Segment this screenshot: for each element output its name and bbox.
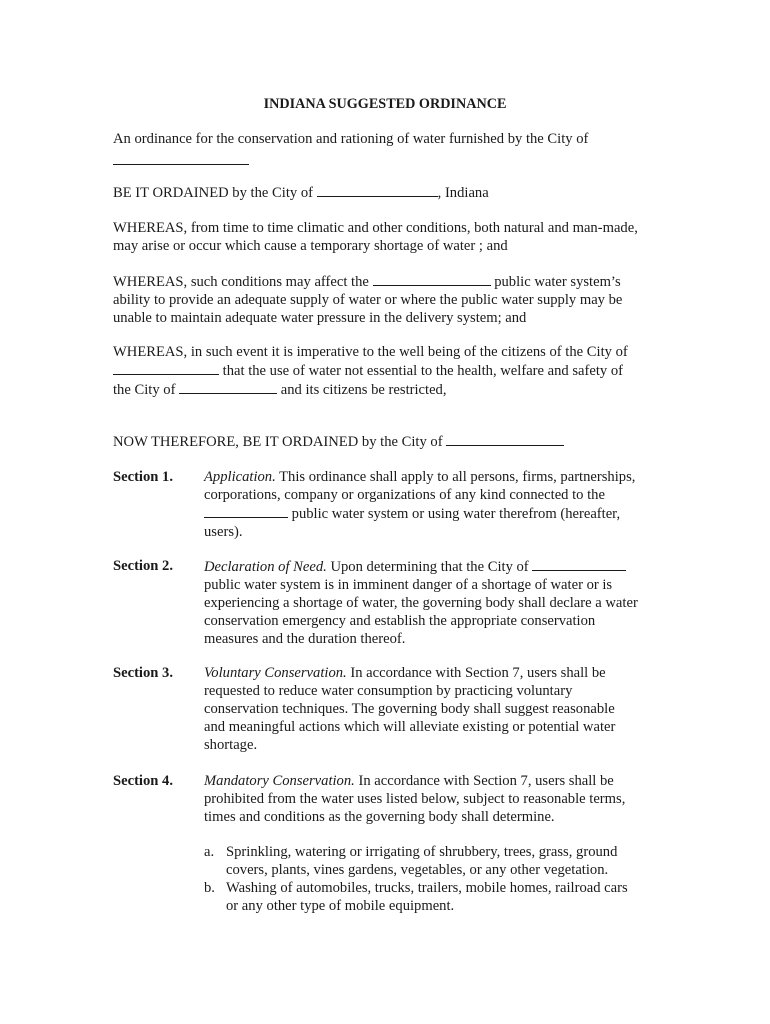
section-line: and meaningful actions which will alleviate existing or potential water: [204, 719, 616, 735]
intro-text: An ordinance for the conservation and rationing of water furnished by the City of: [113, 131, 589, 147]
list-item-line: or any other type of mobile equipment.: [226, 898, 455, 914]
list-item-line: Washing of automobiles, trucks, trailers, mobile homes, railroad cars: [226, 880, 628, 896]
ordained-line: [113, 183, 673, 202]
page-title: INDIANA SUGGESTED ORDINANCE: [263, 96, 507, 112]
section-line: public water system is in imminent danger of a shortage of water or is: [204, 577, 613, 593]
section-line: prohibited from the water uses listed below, subject to reasonable terms,: [204, 791, 626, 807]
whereas-paragraph-3: [113, 343, 673, 399]
intro-paragraph: [113, 130, 673, 170]
ordained-suffix: , Indiana: [437, 185, 489, 201]
whereas-2-prefix: WHEREAS, such conditions may affect the: [113, 274, 369, 290]
section-line: requested to reduce water consumption by practicing voluntary: [204, 683, 573, 699]
section-label: Section 2.: [113, 558, 173, 574]
therefore-line: [113, 432, 673, 451]
section-line: users).: [204, 524, 243, 540]
section-line: shortage.: [204, 737, 258, 753]
section-line: measures and the duration thereof.: [204, 631, 406, 647]
city-name-blank: [179, 380, 277, 394]
section-line: Upon determining that the City of: [330, 559, 529, 575]
section-label: Section 3.: [113, 665, 173, 681]
list-item: [204, 843, 664, 879]
water-system-blank: [373, 272, 491, 286]
therefore-text: NOW THEREFORE, BE IT ORDAINED by the City of: [113, 434, 443, 450]
section-line: times and conditions as the governing body shall determine.: [204, 809, 555, 825]
list-marker: b.: [204, 880, 215, 896]
city-name-blank: [532, 557, 626, 571]
whereas-1-line-1: WHEREAS, from time to time climatic and other conditions, both natural and man-made,: [113, 220, 638, 236]
section-body: [204, 664, 674, 754]
section-line: In accordance with Section 7, users shall be: [358, 773, 614, 789]
section-line: This ordinance shall apply to all persons, firms, partnerships,: [279, 469, 636, 485]
section-heading: Mandatory Conservation.: [204, 773, 355, 789]
list-item-line: covers, plants, vines gardens, vegetables, or any other vegetation.: [226, 862, 609, 878]
section-line: corporations, company or organizations of any kind connected to the: [204, 487, 605, 503]
whereas-3-line-3-suffix: and its citizens be restricted,: [280, 382, 447, 398]
section-line: experiencing a shortage of water, the governing body shall declare a water: [204, 595, 638, 611]
whereas-3-line-1: WHEREAS, in such event it is imperative to the well being of the citizens of the City of: [113, 344, 628, 360]
city-name-blank: [113, 151, 249, 165]
whereas-paragraph-2: [113, 272, 673, 327]
section-heading: Declaration of Need.: [204, 559, 327, 575]
city-name-blank: [113, 361, 219, 375]
whereas-2-line-3: unable to maintain adequate water pressure in the delivery system; and: [113, 310, 527, 326]
city-name-blank: [317, 183, 438, 197]
section-body: [204, 557, 674, 648]
section-line: conservation techniques. The governing body shall suggest reasonable: [204, 701, 615, 717]
whereas-2-line-2: ability to provide an adequate supply of water or where the public water supply may be: [113, 292, 623, 308]
city-name-blank: [446, 432, 564, 446]
section-label: Section 4.: [113, 773, 173, 789]
prohibited-uses-list: [204, 843, 664, 915]
section-body: [204, 772, 674, 826]
section-heading: Application.: [204, 469, 276, 485]
list-item-line: Sprinkling, watering or irrigating of shrubbery, trees, grass, ground: [226, 844, 618, 860]
whereas-paragraph-1: [113, 219, 673, 255]
section-body: [204, 468, 674, 541]
water-system-blank: [204, 504, 288, 518]
whereas-2-suffix: public water system’s: [494, 274, 621, 290]
section-label: Section 1.: [113, 469, 173, 485]
list-marker: a.: [204, 844, 215, 860]
section-line: public water system or using water therefrom (hereafter,: [291, 506, 621, 522]
list-item: [204, 879, 664, 915]
whereas-1-line-2: may arise or occur which cause a temporary shortage of water ; and: [113, 238, 508, 254]
section-line: In accordance with Section 7, users shall be: [350, 665, 606, 681]
whereas-3-line-2: that the use of water not essential to the health, welfare and safety of: [222, 363, 624, 379]
section-heading: Voluntary Conservation.: [204, 665, 347, 681]
ordained-prefix: BE IT ORDAINED by the City of: [113, 185, 313, 201]
section-line: conservation emergency and establish the appropriate conservation: [204, 613, 596, 629]
whereas-3-line-3-prefix: the City of: [113, 382, 176, 398]
